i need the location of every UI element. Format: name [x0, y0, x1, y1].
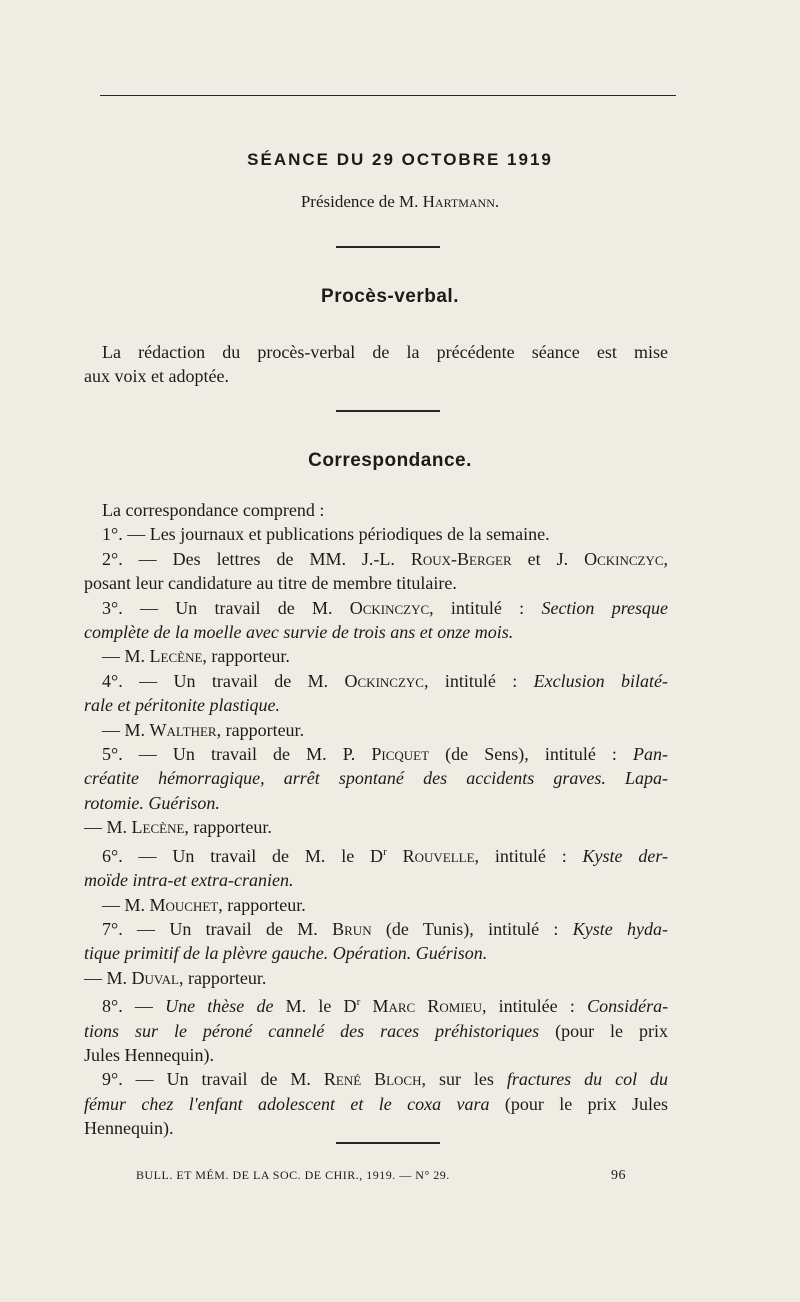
item-6-prefix: 6°. — Un travail de M. le D — [102, 845, 384, 866]
item-4-name: Ockinczyc — [344, 670, 424, 691]
item-2-name-1: Roux-Berger — [410, 548, 512, 569]
presidence-line — [0, 192, 800, 212]
item-8-line-1 — [84, 990, 668, 1018]
item-8-title-1: Considéra- — [587, 996, 669, 1017]
item-3-line-1 — [84, 596, 668, 620]
item-3-prefix: 3°. — Un travail de M. — [102, 597, 333, 618]
item-5-line-1 — [84, 742, 668, 766]
proces-verbal-title: Procès-verbal. — [321, 286, 459, 307]
item-2-line-2: posant leur candidature au titre de membre titulaire. — [84, 573, 457, 594]
correspondance-text — [84, 498, 668, 1141]
item-4-rapporteur-name: Walther — [149, 719, 217, 740]
item-9-line-3: Hennequin). — [84, 1118, 174, 1139]
item-8-line-3: Jules Hennequin). — [84, 1044, 214, 1065]
item-4-line-1 — [84, 669, 668, 693]
item-7-line-2 — [84, 941, 668, 965]
item-3-title-2: complète de la moelle avec survie de trois ans et onze mois. — [84, 622, 514, 643]
section-rule — [336, 246, 440, 248]
item-1: 1°. — Les journaux et publications périodiques de la semaine. — [102, 524, 550, 545]
item-7-line-1 — [84, 917, 668, 941]
item-8-name: Marc Romieu — [372, 996, 482, 1017]
item-7-title-1: Kyste hyda- — [572, 918, 669, 939]
page-number: 96 — [611, 1168, 626, 1183]
proces-verbal-text — [84, 340, 668, 388]
item-6-line-2 — [84, 868, 668, 892]
item-7-prefix: 7°. — Un travail de M. — [102, 918, 318, 939]
item-7-rapporteur-prefix: — M. — [84, 967, 128, 988]
section-rule — [336, 410, 440, 412]
item-8-mid-2: , intitulée : — [481, 996, 575, 1017]
item-8-mid: M. le D — [285, 996, 357, 1017]
item-5-rapporteur-prefix: — M. — [84, 817, 128, 838]
item-9-name: René Bloch — [323, 1069, 422, 1090]
item-6-rapporteur-suffix: , rapporteur. — [218, 894, 306, 915]
item-6-name: Rouvelle — [402, 845, 475, 866]
item-2-name-2: Ockinczyc — [584, 548, 664, 569]
item-9-end-2: (pour le prix Jules — [504, 1093, 668, 1114]
item-6-sup: r — [383, 845, 387, 858]
item-9-line-2 — [84, 1092, 668, 1116]
item-5-title-3: rotomie. Guérison. — [84, 792, 220, 813]
closing-rule — [336, 1142, 440, 1144]
item-5-rapporteur-suffix: , rapporteur. — [184, 817, 272, 838]
item-4-prefix: 4°. — Un travail de M. — [102, 670, 329, 691]
item-5-title-2: créatite hémorragique, arrêt spontané des accidents graves. Lapa- — [84, 768, 668, 789]
item-4-mid: , intitulé : — [423, 670, 518, 691]
presidence-suffix: . — [494, 192, 500, 211]
item-3-line-2 — [84, 620, 668, 644]
item-2-line-1 — [84, 547, 668, 571]
session-title: SÉANCE DU 29 OCTOBRE 1919 — [247, 150, 553, 169]
item-3-rapporteur-suffix: , rapporteur. — [202, 646, 290, 667]
item-4-rapporteur-suffix: , rapporteur. — [216, 719, 305, 740]
item-5-rapporteur-name: Lecène — [131, 817, 185, 838]
item-5-title-1: Pan- — [633, 744, 669, 765]
item-7-rapporteur — [84, 966, 668, 990]
item-5-mid: (de Sens), intitulé : — [445, 744, 617, 765]
item-9-prefix: 9°. — Un travail de M. — [102, 1069, 311, 1090]
item-6-mid: , intitulé : — [474, 845, 567, 866]
item-6-title-1: Kyste der- — [582, 845, 669, 866]
item-3-rapporteur-name: Lecène — [149, 646, 203, 667]
top-rule — [100, 95, 676, 96]
item-4-line-2 — [84, 693, 668, 717]
item-5-prefix: 5°. — Un travail de M. P. — [102, 744, 356, 765]
item-6-rapporteur-name: Mouchet — [149, 894, 219, 915]
item-6-line-1 — [84, 840, 668, 868]
item-7-title-2: tique primitif de la plèvre gauche. Opération. Guérison. — [84, 943, 488, 964]
presidence-prefix: Présidence de M. — [300, 192, 419, 211]
item-5-name: Picquet — [371, 744, 430, 765]
item-7-rapporteur-name: Duval — [131, 967, 179, 988]
president-name: Hartmann — [422, 192, 495, 211]
item-6-rapporteur-prefix: — M. — [102, 894, 146, 915]
item-8-sup: r — [356, 996, 361, 1009]
item-8-line-2 — [84, 1019, 668, 1043]
item-4-rapporteur — [84, 718, 668, 742]
item-3-name: Ockinczyc — [349, 597, 430, 618]
item-5-line-3 — [84, 791, 668, 815]
item-6-rapporteur — [84, 893, 668, 917]
item-4-rapporteur-prefix: — M. — [102, 719, 146, 740]
item-3-rapporteur-prefix: — M. — [102, 646, 146, 667]
correspondance-title: Correspondance. — [308, 450, 472, 471]
item-3-title-1: Section presque — [541, 597, 669, 618]
item-6-title-2: moïde intra-et extra-cranien. — [84, 870, 294, 891]
item-8-these: Une thèse de — [165, 996, 274, 1017]
item-2-prefix: 2°. — Des lettres de MM. J.-L. — [102, 548, 395, 569]
proces-verbal-line-1: La rédaction du procès-verbal de la précédente séance est mise — [102, 342, 668, 362]
item-2-mid: et J. — [527, 548, 569, 569]
item-9-line-1 — [84, 1067, 668, 1091]
proces-verbal-line-2: aux voix et adoptée. — [84, 366, 229, 386]
item-9-title-1: fractures du col du — [506, 1069, 669, 1090]
item-7-rapporteur-suffix: , rapporteur. — [178, 967, 267, 988]
item-4-title-1: Exclusion bilaté- — [533, 670, 668, 691]
item-2-end: , — [663, 548, 669, 569]
correspondance-intro: La correspondance comprend : — [102, 500, 325, 520]
item-5-line-2 — [84, 766, 668, 790]
item-9-title-2: fémur chez l'enfant adolescent et le coxa vara — [84, 1093, 490, 1114]
item-9-mid: , sur les — [421, 1069, 494, 1090]
item-3-rapporteur — [84, 644, 668, 668]
journal-reference: BULL. ET MÉM. DE LA SOC. DE CHIR., 1919. — N° 29. — [136, 1168, 450, 1182]
item-3-mid: , intitulé : — [429, 597, 525, 618]
item-4-title-2: rale et péritonite plastique. — [84, 695, 280, 716]
item-7-name: Brun — [332, 918, 372, 939]
item-8-title-2: tions sur le péroné cannelé des races préhistoriques — [84, 1020, 540, 1041]
item-7-mid: (de Tunis), intitulé : — [385, 918, 559, 939]
item-8-prefix: 8°. — — [102, 996, 153, 1017]
item-8-end-2: (pour le prix — [555, 1020, 668, 1041]
item-5-rapporteur — [84, 815, 668, 839]
